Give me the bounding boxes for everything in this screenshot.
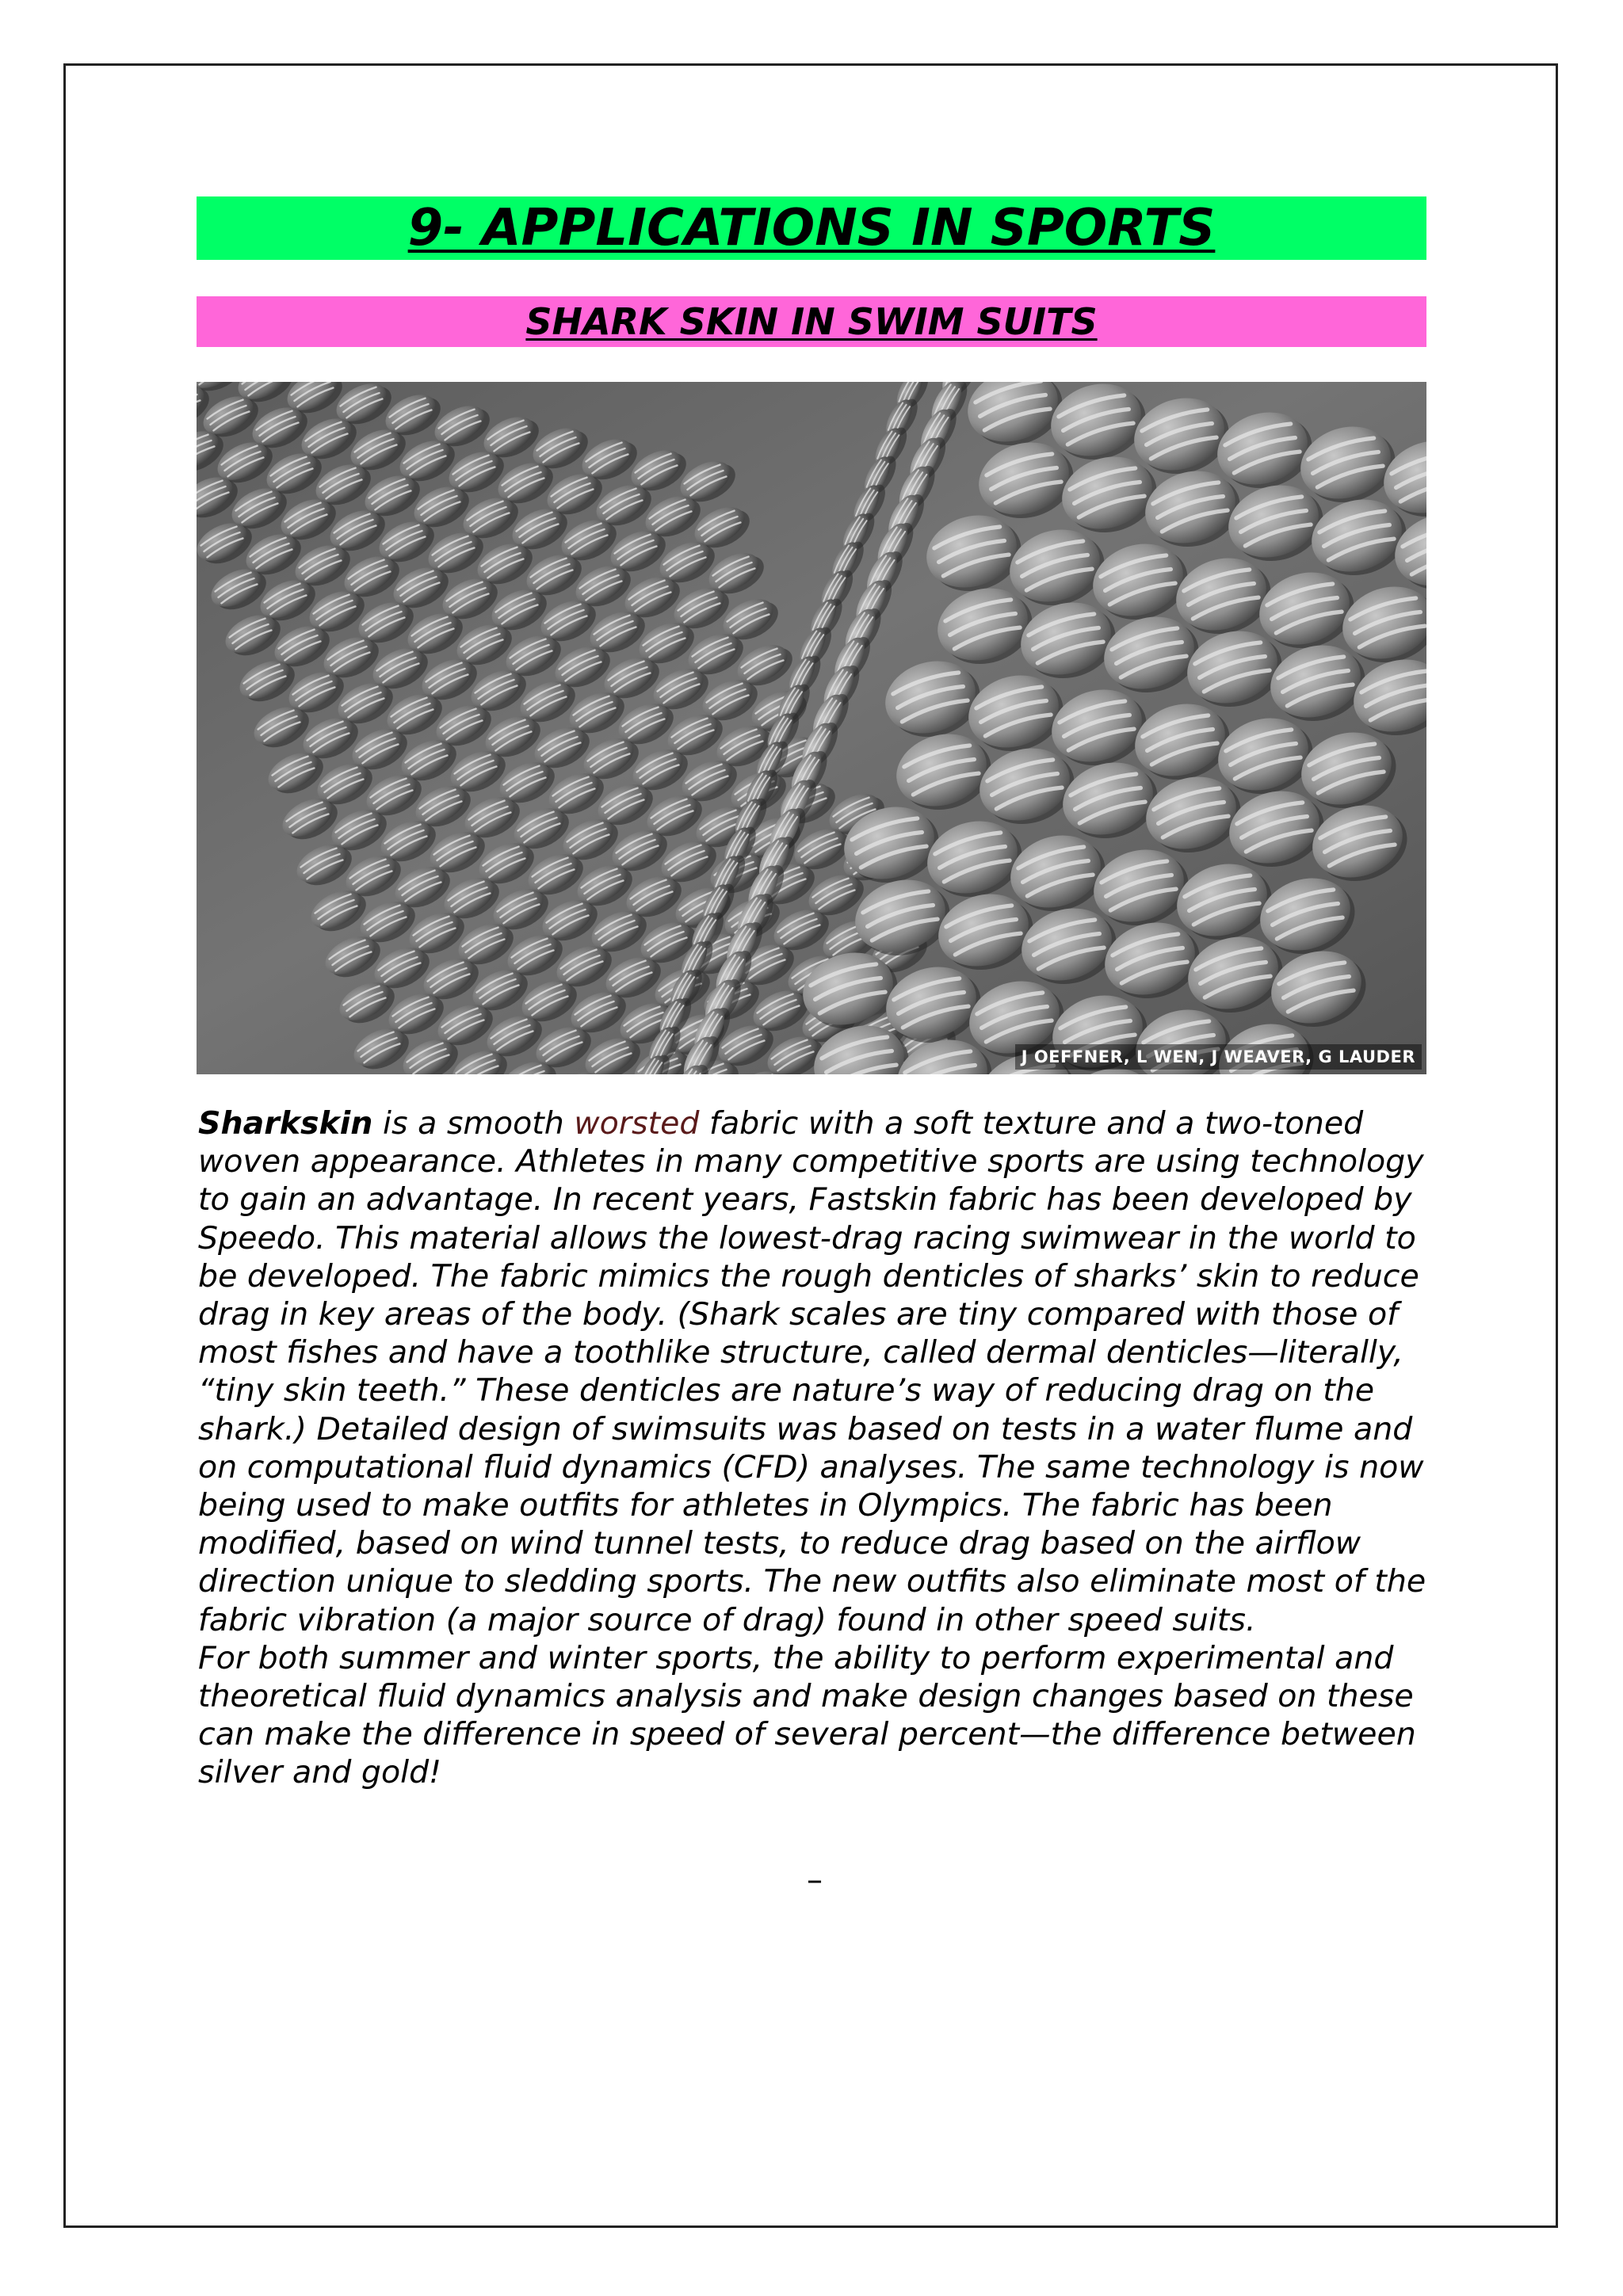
shark-skin-photo <box>197 382 1426 1074</box>
photo-credit: J OEFFNER, L WEN, J WEAVER, G LAUDER <box>1015 1044 1422 1070</box>
term-sharkskin: Sharkskin <box>198 1105 373 1142</box>
paragraph-1-intro: is a smooth <box>372 1105 575 1142</box>
body-text <box>198 1104 1434 1792</box>
shark-skin-image <box>197 382 1426 1074</box>
footer-dash: – <box>807 1862 823 1898</box>
section-title-bar <box>197 196 1426 260</box>
paragraph-2: For both summer and winter sports, the ability to perform experimental and theoretical fluid dynamics analysis and make design changes based on these can make the difference in speed of several percent—the difference between silver and gold! <box>198 1639 1416 1791</box>
section-title: 9- APPLICATIONS IN SPORTS <box>407 199 1216 257</box>
section-subtitle-bar <box>197 296 1426 347</box>
paragraph-1-rest: fabric with a soft texture and a two-toned woven appearance. Athletes in many competitive sports are using technology to gain an advantage. In recent years, Fastskin fabric has been developed by Speedo. This material allows the lowest-drag racing swimwear in the world to be developed. The fabric mimics the rough denticles of sharks’ skin to reduce drag in key areas of the body. (Shark scales are tiny compared with those of most fishes and have a toothlike structure, called dermal denticles—literally, “tiny skin teeth.” These denticles are nature’s way of reducing drag on the shark.) Detailed design of swimsuits was based on tests in a water flume and on computational fluid dynamics (CFD) analyses. The same technology is now being used to make outfits for athletes in Olympics. The fabric has been modified, based on wind tunnel tests, to reduce drag based on the airflow direction unique to sledding sports. The new outfits also eliminate most of the fabric vibration (a major source of drag) found in other speed suits. <box>198 1105 1426 1638</box>
paragraph-1 <box>198 1104 1434 1639</box>
section-subtitle: SHARK SKIN IN SWIM SUITS <box>525 300 1098 343</box>
link-worsted[interactable]: worsted <box>574 1105 700 1142</box>
